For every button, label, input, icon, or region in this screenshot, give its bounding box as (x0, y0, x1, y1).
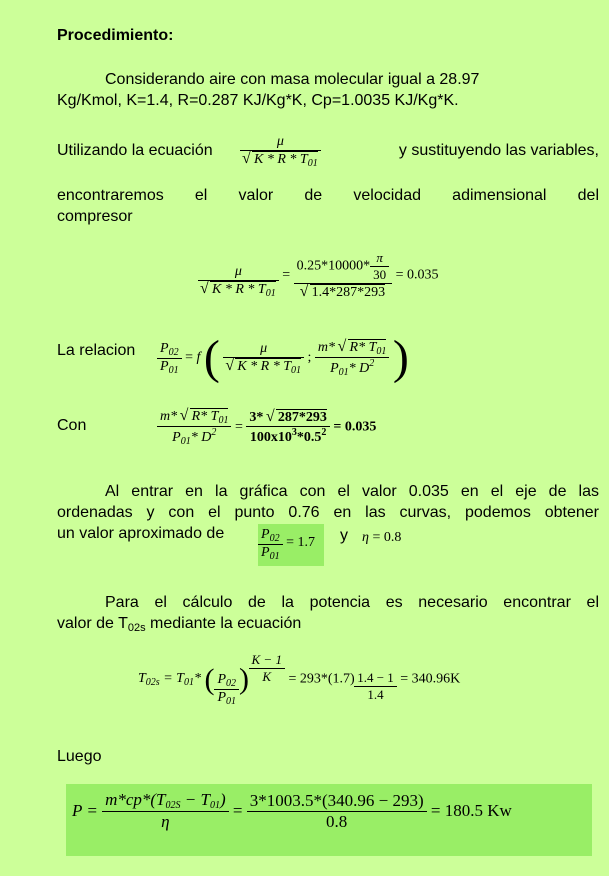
eq6-t01-sub: 01 (183, 677, 194, 688)
eq4-rhs-num: 3* (249, 410, 267, 425)
eq6-mid: = 293*(1.7) (288, 671, 355, 687)
eq7-num-sub2: 01 (209, 800, 220, 811)
potencia-paragraph (57, 592, 599, 639)
eq6-eq: = T (159, 671, 184, 686)
eq4-rhs-den2: *0.5 (296, 430, 322, 445)
equation-potencia: P = $\frac{m*cp*(T_{02S} - T_{01})}{\eta}$ = $\frac{3*1003.5*(340.96 - 293)}{0.8}$ = 180.5 Kw (72, 790, 512, 831)
relacion-label: La relacion (57, 342, 136, 359)
potencia-text-a: valor de T (57, 615, 128, 632)
eq7-num: m*cp*(T (105, 790, 166, 809)
con-label: Con (57, 417, 87, 434)
eq4-result: = 0.035 (333, 419, 377, 435)
eq7-num-end: ) (219, 790, 226, 809)
eta-value: = 0.8 (372, 530, 402, 545)
relacion-den: K * R * T (237, 358, 292, 374)
utilizando-text: Utilizando la ecuación (57, 142, 213, 159)
equation-velocidad-adimensional (240, 134, 321, 169)
relacion-mu: μ (260, 340, 268, 356)
heading: Procedimiento: (57, 27, 174, 44)
al-entrar-text: un valor aproximado de (57, 525, 225, 542)
eq2-result: = 0.035 (395, 267, 439, 283)
eq1-sub: 01 (307, 158, 318, 169)
equation-velocidad-valor: μ √ K * R * $T_{01}$ = 0.25*10000* $\frac{\pi}{30}$ √ 1.4*287*293 = 0.035 (198, 250, 439, 301)
eq4-rhs-den: 100x10 (249, 430, 292, 445)
sustituyendo-text: y sustituyendo las variables, (398, 142, 599, 159)
eta-result: η = 0.8 (362, 530, 402, 545)
al-entrar-line-2: ordenadas y con el punto 0.76 en las curvas, podemos obtener (57, 504, 599, 521)
eq2-mu: μ (234, 264, 242, 279)
eq7-den: η (102, 811, 229, 832)
eq2-left-sub: 01 (265, 288, 276, 299)
eq7-p: P = (72, 801, 98, 820)
eq6-k-minus-1: K − 1 (251, 652, 282, 667)
eq7-rhs-num: 3*1003.5*(340.96 − 293) (249, 790, 424, 810)
eq1-denominator: K * R * T (254, 152, 308, 167)
al-entrar-line-3 (57, 523, 599, 544)
al-entrar-paragraph (57, 481, 599, 544)
eq6-lhs: T (138, 671, 146, 686)
relacion-sub: 01 (291, 364, 302, 376)
intro-line-1: Considerando aire con masa molecular igual a 28.97 (105, 71, 480, 88)
equation-con: $\frac{m* √ R* T_{01}}{P_{01}* D^2}$ = $\frac{3* √ 287*293}{100x10^3*0.5^2}$ = 0.035 (157, 408, 376, 447)
eq2-right-denominator: 1.4*287*293 (311, 285, 386, 300)
eq6-k: K (249, 668, 285, 685)
eq4-lhs-num: m* (160, 409, 181, 424)
eq4-rhs-sqrt: 287*293 (277, 410, 327, 425)
luego-label: Luego (57, 748, 102, 765)
eq6-lhs-sub: 02s (145, 677, 160, 688)
intro-line-2: Kg/Kmol, K=1.4, R=0.287 KJ/Kg*K, Cp=1.0035 KJ/Kg*K. (57, 92, 459, 109)
eq4-lhs-den: * D (190, 430, 212, 445)
al-entrar-line-1: Al entrar en la gráfica con el valor 0.035 en el eje de las (105, 483, 599, 500)
eq7-result: = 180.5 Kw (430, 801, 512, 820)
eq2-left-denominator: K * R * T (212, 282, 266, 297)
y-word: y (340, 527, 348, 544)
utilizando-line (57, 140, 599, 161)
eq6-result: = 340.96K (400, 671, 461, 687)
encontraremos-line: encontraremos el valor de velocidad adimensional del (57, 187, 599, 204)
eq2-numerator: 0.25*10000* (296, 258, 371, 274)
pi-symbol: π (376, 250, 383, 265)
ratio-result: = 1.7 (286, 535, 315, 550)
mu-symbol: μ (276, 134, 284, 149)
equation-relacion: $\frac{P_{02}}{P_{01}}$ = f ( μ √ K * R * $T_{01}$ ; $\frac{m* √ R* T_{01}}{P_{01}* D^2}$ ) (157, 334, 409, 382)
eq7-num-mid: − T (180, 790, 210, 809)
potencia-line-2 (57, 613, 599, 639)
potencia-text-b: mediante la ecuación (145, 615, 302, 632)
potencia-line-1: Para el cálculo de la potencia es necesario encontrar el (105, 594, 599, 611)
eq7-rhs-den: 0.8 (247, 811, 427, 832)
eq7-num-sub1: 02S (165, 800, 181, 811)
potencia-sub: 02s (127, 622, 146, 634)
eq2-thirty: 30 (370, 266, 389, 283)
eq6-exp-den: 1.4 (354, 686, 397, 703)
eq6-exp-num: 1.4 − 1 (357, 670, 394, 685)
intro-paragraph (57, 69, 599, 111)
ratio-result-box: $\frac{P_{02}}{P_{01}}$ = 1.7 (258, 524, 324, 566)
compresor-line: compresor (57, 208, 133, 225)
equation-t02s: $T_{02s} = T_{01}*$ ( $\frac{P_{02}}{P_{01}}$ ) $\frac{K - 1}{K}$ = 293*(1.7) $\frac{1.4 - 1}{1.4}$ = 340.96K (138, 652, 461, 707)
